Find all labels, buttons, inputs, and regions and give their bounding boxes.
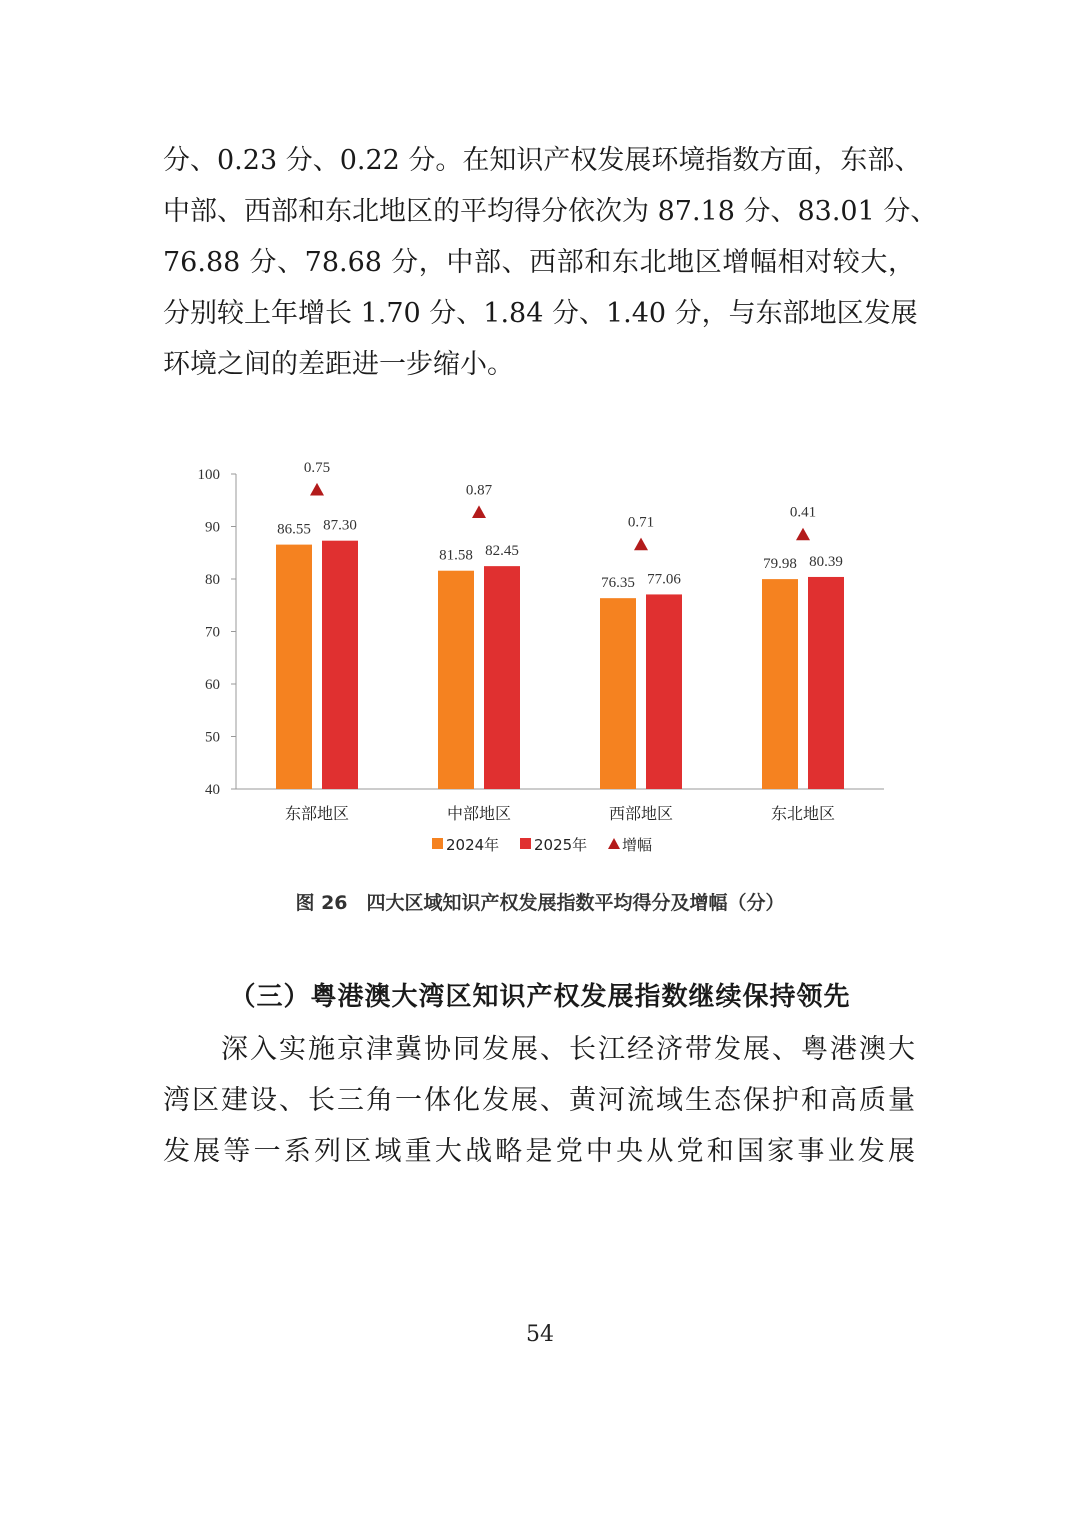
body-paragraph-bottom bbox=[163, 1024, 915, 1177]
x-category-label: 东部地区 bbox=[284, 804, 350, 823]
increase-marker bbox=[796, 528, 810, 541]
y-tick-label: 50 bbox=[205, 729, 220, 746]
increase-marker bbox=[472, 505, 486, 518]
page-number: 54 bbox=[526, 1322, 554, 1347]
increase-marker bbox=[634, 538, 648, 551]
increase-marker bbox=[310, 483, 324, 496]
legend-label: 2024年 bbox=[446, 836, 500, 854]
y-tick-label: 70 bbox=[205, 624, 220, 641]
paragraph-line: 分、0.23 分、0.22 分。在知识产权发展环境指数方面，东部、 bbox=[163, 145, 922, 176]
bar-2025 bbox=[484, 566, 520, 789]
bar-2024 bbox=[600, 598, 636, 789]
y-tick-label: 40 bbox=[205, 782, 220, 798]
x-category-label: 西部地区 bbox=[608, 804, 674, 823]
bar-2025 bbox=[322, 541, 358, 789]
y-tick-label: 90 bbox=[205, 519, 220, 536]
data-label-increase: 0.71 bbox=[627, 514, 655, 531]
bar-2025 bbox=[808, 577, 844, 789]
paragraph-line: 湾区建设、长三角一体化发展、黄河流域生态保护和高质量 bbox=[163, 1085, 915, 1116]
paragraph-line: 76.88 分、78.68 分，中部、西部和东北地区增幅相对较大， bbox=[163, 247, 915, 278]
data-label-2025: 77.06 bbox=[647, 571, 681, 588]
data-label-2024: 76.35 bbox=[601, 575, 635, 592]
body-paragraph-top bbox=[163, 135, 938, 390]
legend-marker-increase bbox=[608, 838, 620, 849]
data-label-2025: 87.30 bbox=[323, 517, 357, 534]
data-label-2024: 81.58 bbox=[439, 547, 473, 564]
paragraph-line: 发展等一系列区域重大战略是党中央从党和国家事业发展 bbox=[163, 1136, 915, 1167]
legend-label: 2025年 bbox=[534, 836, 588, 854]
paragraph-line: 中部、西部和东北地区的平均得分依次为 87.18 分、83.01 分、 bbox=[163, 196, 938, 227]
legend-label: 增幅 bbox=[622, 836, 653, 854]
data-label-increase: 0.87 bbox=[465, 482, 493, 499]
y-tick-label: 100 bbox=[197, 467, 220, 483]
data-label-increase: 0.75 bbox=[303, 459, 331, 476]
bar-chart bbox=[170, 440, 910, 870]
y-tick-label: 80 bbox=[205, 572, 220, 588]
data-label-2024: 86.55 bbox=[277, 521, 311, 538]
bar-2024 bbox=[276, 545, 312, 789]
data-label-2025: 82.45 bbox=[485, 543, 519, 560]
section-heading: （三）粤港澳大湾区知识产权发展指数继续保持领先 bbox=[229, 982, 851, 1012]
paragraph-line: 环境之间的差距进一步缩小。 bbox=[163, 349, 514, 380]
legend-swatch-2024 bbox=[432, 838, 443, 849]
y-tick-label: 60 bbox=[205, 677, 220, 693]
x-category-label: 中部地区 bbox=[446, 804, 512, 823]
paragraph-line: 分别较上年增长 1.70 分、1.84 分、1.40 分，与东部地区发展 bbox=[163, 298, 918, 329]
x-category-label: 东北地区 bbox=[770, 804, 836, 823]
figure-caption: 图 26 四大区域知识产权发展指数平均得分及增幅（分） bbox=[295, 892, 785, 914]
bar-2025 bbox=[646, 594, 682, 789]
data-label-increase: 0.41 bbox=[789, 504, 817, 521]
data-label-2024: 79.98 bbox=[763, 556, 797, 573]
bar-2024 bbox=[438, 571, 474, 789]
legend-swatch-2025 bbox=[520, 838, 531, 849]
bar-2024 bbox=[762, 579, 798, 789]
data-label-2025: 80.39 bbox=[809, 553, 843, 570]
paragraph-line: 深入实施京津冀协同发展、长江经济带发展、粤港澳大 bbox=[163, 1034, 915, 1065]
